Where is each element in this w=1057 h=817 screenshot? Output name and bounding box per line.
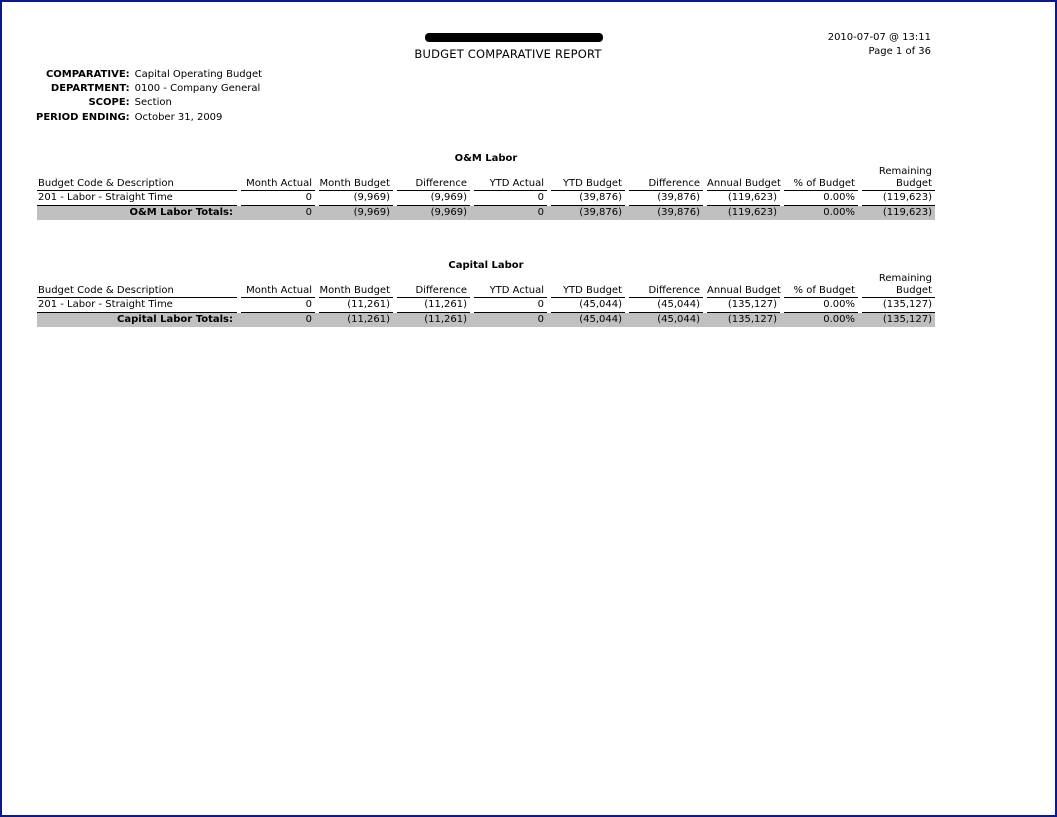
total-difference: (11,261) xyxy=(397,313,470,327)
total-pct-budget: 0.00% xyxy=(784,313,858,327)
col-header-annual-budget: Annual Budget xyxy=(707,273,780,298)
col-header-month-budget: Month Budget xyxy=(319,166,393,191)
param-value: 0100 - Company General xyxy=(134,82,261,94)
total-annual-budget: (135,127) xyxy=(707,313,780,327)
cell-ytd-difference: (45,044) xyxy=(629,298,703,313)
redacted-company-name xyxy=(425,33,603,42)
col-header-ytd-difference: Difference xyxy=(629,166,703,191)
cell-code: 201 - Labor - Straight Time xyxy=(37,191,237,206)
col-header-month-budget: Month Budget xyxy=(319,273,393,298)
col-header-ytd-actual: YTD Actual xyxy=(474,166,547,191)
col-header-remaining-line2: Budget xyxy=(896,178,932,189)
param-label: SCOPE: xyxy=(88,97,130,109)
param-row xyxy=(36,96,262,110)
report-title: BUDGET COMPARATIVE REPORT xyxy=(414,47,602,61)
col-header-annual-budget: Annual Budget xyxy=(707,166,780,191)
table-header xyxy=(37,166,935,191)
budget-table xyxy=(37,273,935,327)
col-header-remaining-line1: Remaining xyxy=(878,166,932,177)
col-header-difference: Difference xyxy=(397,166,470,191)
report-meta xyxy=(828,31,931,59)
cell-ytd-actual: 0 xyxy=(474,298,547,313)
budget-table xyxy=(37,166,935,220)
col-header-difference: Difference xyxy=(397,273,470,298)
cell-month-budget: (11,261) xyxy=(319,298,393,313)
col-header-ytd-budget: YTD Budget xyxy=(551,273,625,298)
total-pct-budget: 0.00% xyxy=(784,206,858,220)
page-indicator: Page 1 of 36 xyxy=(868,46,931,57)
total-ytd-budget: (39,876) xyxy=(551,206,625,220)
param-row xyxy=(36,67,262,81)
total-remaining-budget: (119,623) xyxy=(862,206,935,220)
col-header-month-actual: Month Actual xyxy=(241,166,315,191)
cell-ytd-budget: (45,044) xyxy=(551,298,625,313)
cell-code: 201 - Labor - Straight Time xyxy=(37,298,237,313)
cell-remaining-budget: (119,623) xyxy=(862,191,935,206)
param-label: PERIOD ENDING: xyxy=(36,111,130,123)
cell-pct-budget: 0.00% xyxy=(784,191,858,206)
total-ytd-budget: (45,044) xyxy=(551,313,625,327)
col-header-code: Budget Code & Description xyxy=(37,166,237,191)
param-value: Section xyxy=(134,97,172,109)
cell-month-budget: (9,969) xyxy=(319,191,393,206)
cell-ytd-difference: (39,876) xyxy=(629,191,703,206)
cell-annual-budget: (119,623) xyxy=(707,191,780,206)
col-header-pct-budget: % of Budget xyxy=(784,273,858,298)
cell-annual-budget: (135,127) xyxy=(707,298,780,313)
total-month-budget: (9,969) xyxy=(319,206,393,220)
total-month-budget: (11,261) xyxy=(319,313,393,327)
param-label: DEPARTMENT: xyxy=(50,82,130,94)
col-header-remaining-line2: Budget xyxy=(896,285,932,296)
cell-ytd-budget: (39,876) xyxy=(551,191,625,206)
param-row xyxy=(36,81,262,95)
col-header-remaining-line1: Remaining xyxy=(878,273,932,284)
cell-difference: (11,261) xyxy=(397,298,470,313)
totals-label: O&M Labor Totals: xyxy=(37,206,237,220)
col-header-ytd-difference: Difference xyxy=(629,273,703,298)
col-header-month-actual: Month Actual xyxy=(241,273,315,298)
totals-row xyxy=(37,313,935,327)
total-ytd-difference: (39,876) xyxy=(629,206,703,220)
section-capital-labor xyxy=(37,259,935,327)
total-difference: (9,969) xyxy=(397,206,470,220)
total-remaining-budget: (135,127) xyxy=(862,313,935,327)
col-header-ytd-actual: YTD Actual xyxy=(474,273,547,298)
param-row xyxy=(36,110,262,124)
col-header-code: Budget Code & Description xyxy=(37,273,237,298)
total-ytd-actual: 0 xyxy=(474,206,547,220)
totals-row xyxy=(37,206,935,220)
section-title: Capital Labor xyxy=(448,260,524,271)
report-timestamp: 2010-07-07 @ 13:11 xyxy=(827,32,931,43)
cell-difference: (9,969) xyxy=(397,191,470,206)
total-month-actual: 0 xyxy=(241,206,315,220)
table-row xyxy=(37,298,935,313)
cell-month-actual: 0 xyxy=(241,191,315,206)
param-value: Capital Operating Budget xyxy=(134,68,263,80)
col-header-ytd-budget: YTD Budget xyxy=(551,166,625,191)
col-header-pct-budget: % of Budget xyxy=(784,166,858,191)
cell-month-actual: 0 xyxy=(241,298,315,313)
table-header xyxy=(37,273,935,298)
table-row xyxy=(37,191,935,206)
param-value: October 31, 2009 xyxy=(134,111,223,123)
col-header-remaining-budget xyxy=(862,166,935,191)
totals-label: Capital Labor Totals: xyxy=(37,313,237,327)
cell-ytd-actual: 0 xyxy=(474,191,547,206)
col-header-remaining-budget xyxy=(862,273,935,298)
report-parameters xyxy=(36,67,262,124)
total-ytd-actual: 0 xyxy=(474,313,547,327)
total-month-actual: 0 xyxy=(241,313,315,327)
param-label: COMPARATIVE: xyxy=(45,68,130,80)
total-ytd-difference: (45,044) xyxy=(629,313,703,327)
section-title: O&M Labor xyxy=(454,153,518,164)
cell-pct-budget: 0.00% xyxy=(784,298,858,313)
section-om-labor xyxy=(37,152,935,220)
total-annual-budget: (119,623) xyxy=(707,206,780,220)
cell-remaining-budget: (135,127) xyxy=(862,298,935,313)
